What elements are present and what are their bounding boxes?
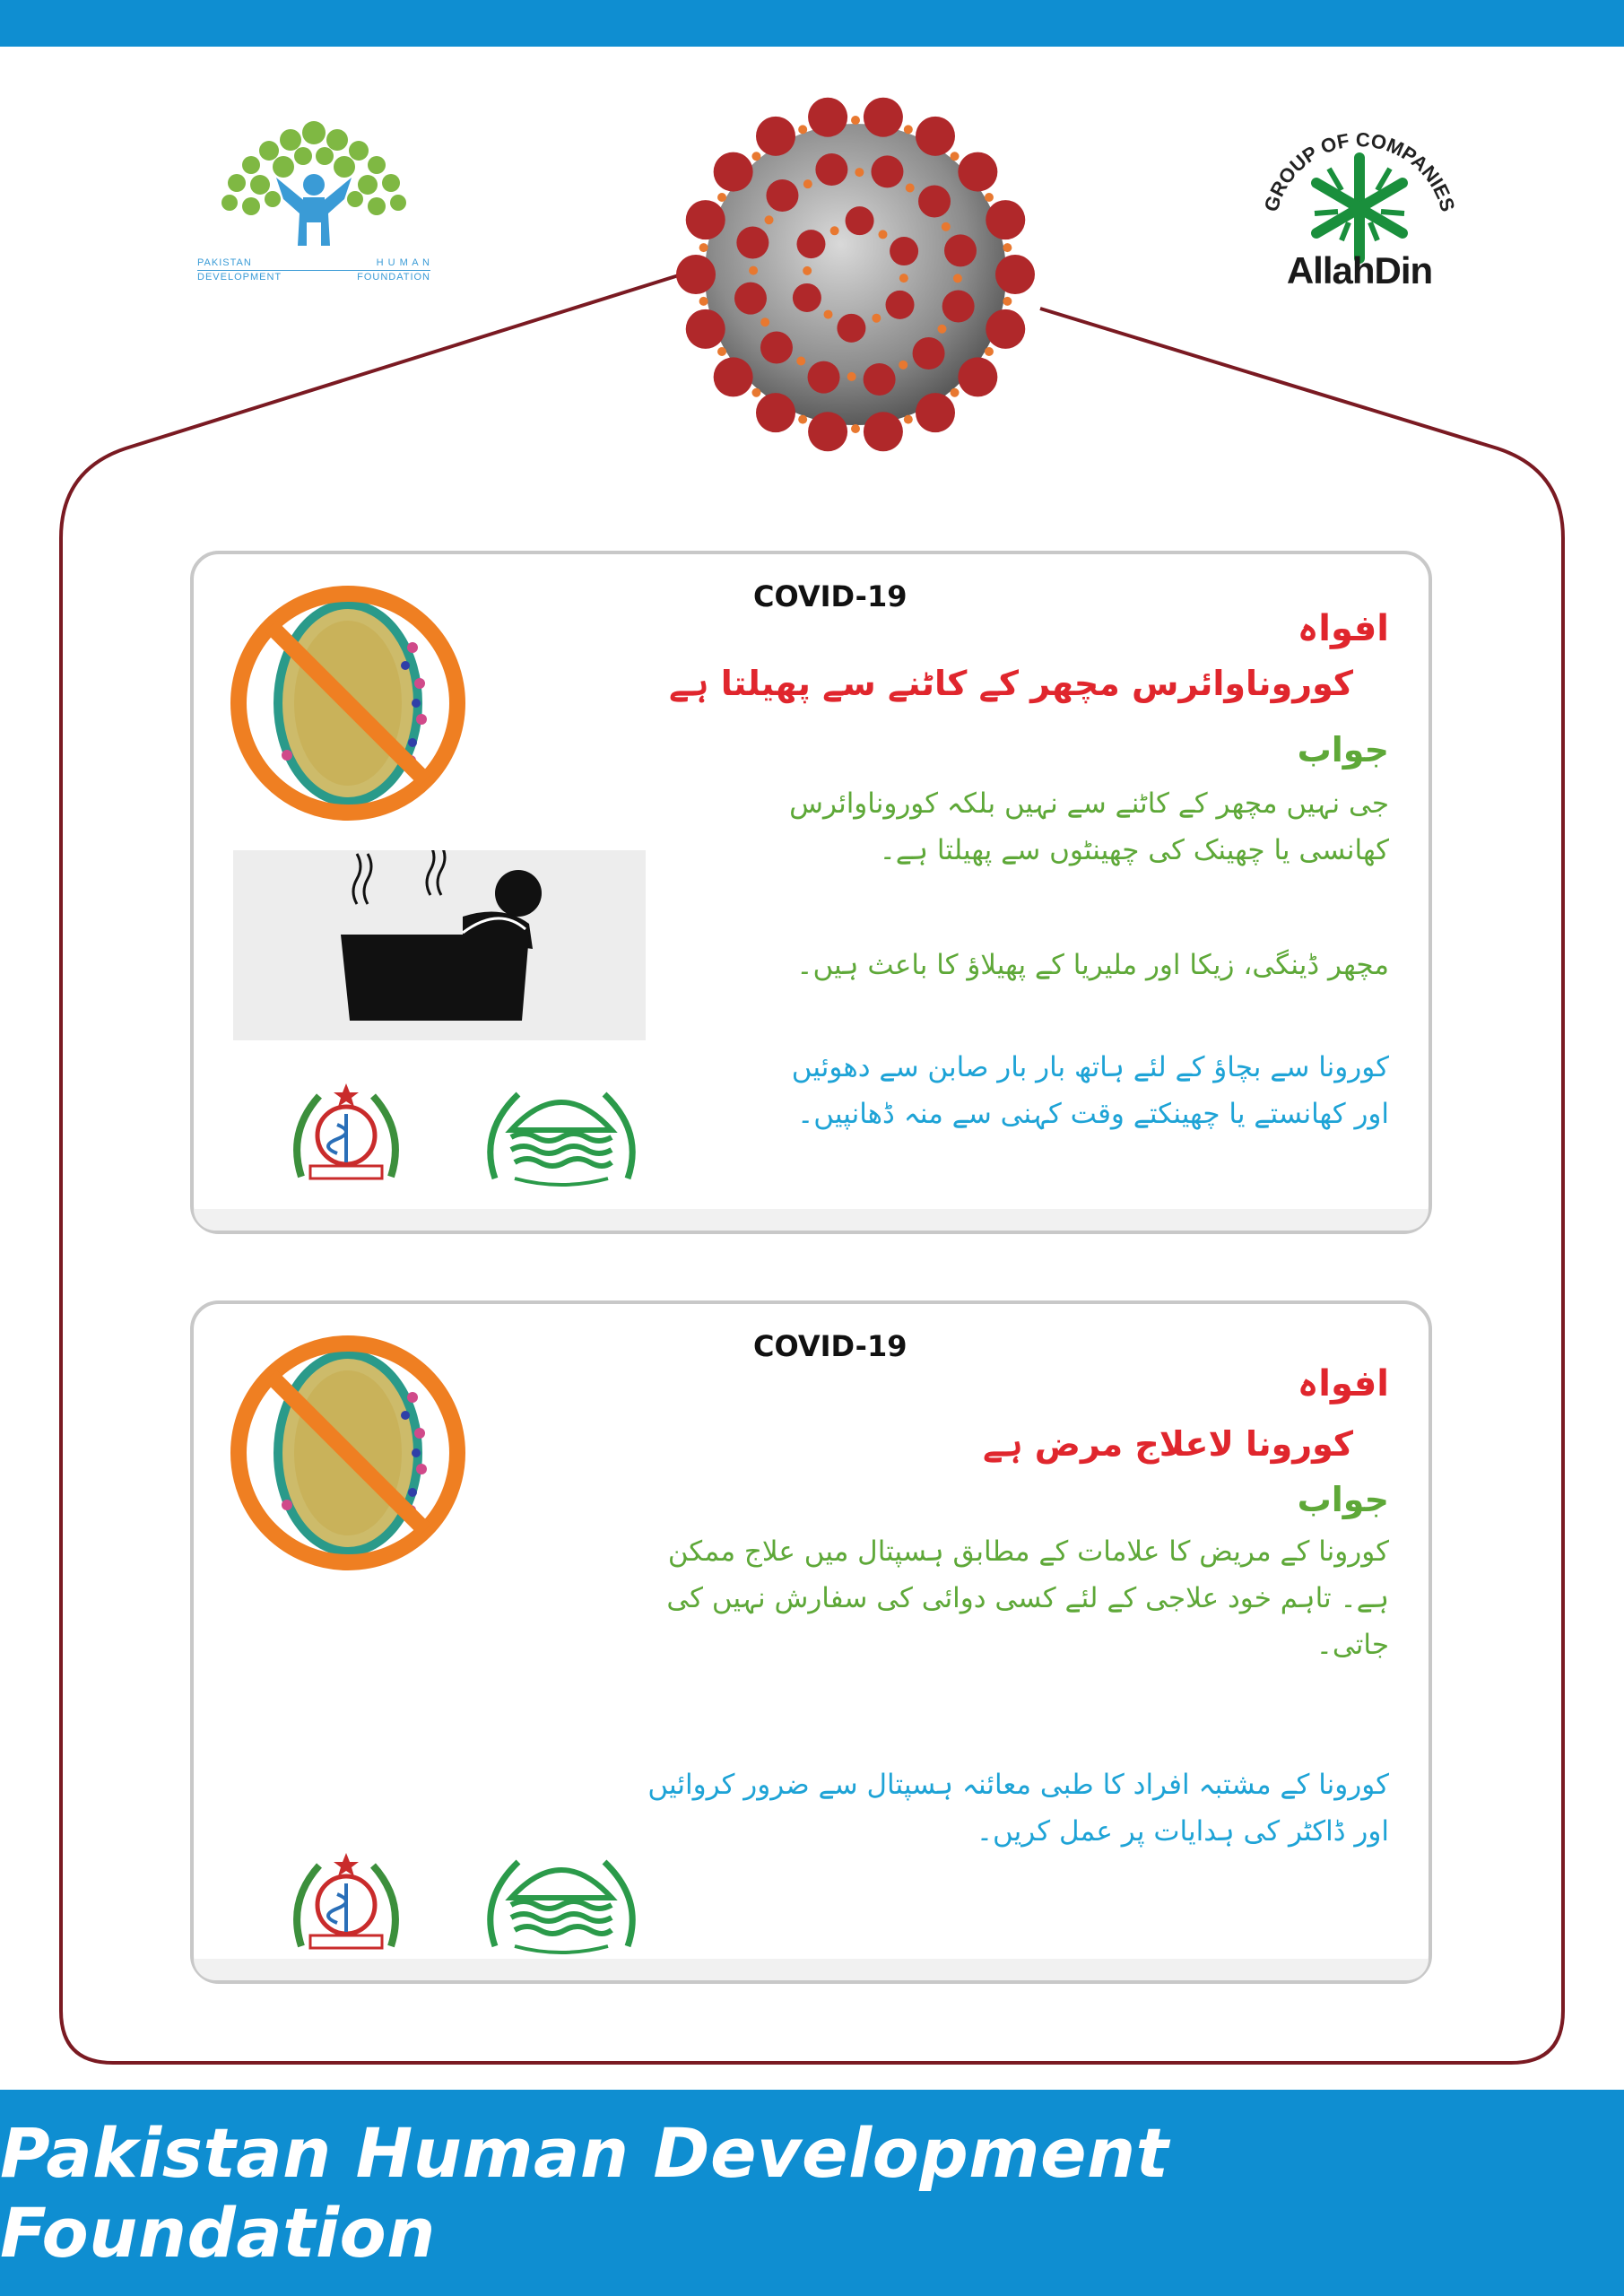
footer-band	[0, 2090, 1624, 2296]
covid-label: COVID-19	[753, 1329, 908, 1363]
myth-card-1	[190, 551, 1432, 1234]
answer-text: جی نہیں مچھر کے کاٹنے سے نہیں بلکہ کوروناوائرس کھانسی یا چھینک کی چھینٹوں سے پھیلتا ہے۔	[789, 787, 1389, 866]
health-department-emblem-icon	[283, 1848, 409, 1959]
coronavirus-image	[662, 81, 1049, 468]
phdf-logo	[197, 113, 430, 292]
answer-title: جواب	[1297, 1480, 1389, 1519]
advice-text: کورونا کے مشتبہ افراد کا طبی معائنہ ہسپتال سے ضرور کروائیں اور ڈاکٹر کی ہدایات پر عمل کریں۔	[647, 1769, 1389, 1848]
bath-illustration	[233, 850, 646, 1040]
allahdin-brand-text: AllahDin	[1286, 249, 1433, 291]
phdf-logo-text: PAKISTAN H U M A N DEVELOPMENT FOUNDATION	[197, 257, 430, 283]
answer-text: کورونا کے مریض کا علامات کے مطابق ہسپتال میں علاج ممکن ہے۔ تاہم خود علاجی کے لئے کسی دوائی کی سفارش نہیں کی جاتی۔	[666, 1535, 1389, 1661]
punjab-government-emblem-icon	[479, 1078, 644, 1195]
card-shade	[194, 1209, 1429, 1231]
no-virus-icon	[221, 1335, 475, 1571]
health-department-emblem-icon	[283, 1078, 409, 1189]
advice-text: کورونا سے بچاؤ کے لئے ہاتھ بار بار صابن سے دھوئیں اور کھانستے یا چھینکتے وقت کہنی سے منہ ڈھانپیں۔	[791, 1051, 1389, 1130]
punjab-government-emblem-icon	[479, 1846, 644, 1962]
no-virus-icon	[221, 585, 475, 822]
bath-icon	[233, 850, 646, 1040]
rumor-title: افواہ	[1297, 608, 1389, 649]
allahdin-logo	[1252, 106, 1467, 303]
answer-extra: مچھر ڈینگی، زیکا اور ملیریا کے پھیلاؤ کا باعث ہیں۔	[796, 949, 1389, 981]
rumor-claim: کورونا لاعلاج مرض ہے	[983, 1424, 1353, 1464]
card-shade	[194, 1959, 1429, 1980]
rumor-claim: کوروناوائرس مچھر کے کاٹنے سے پھیلتا ہے	[668, 664, 1353, 703]
phdf-tree-logo-icon	[197, 113, 430, 248]
covid-label: COVID-19	[753, 579, 908, 613]
svg-text:GROUP OF COMPANIES: GROUP OF COMPANIES	[1259, 128, 1460, 214]
footer-title: Pakistan Human Development Foundation	[0, 2113, 1169, 2273]
myth-card-2	[190, 1300, 1432, 1984]
answer-title: جواب	[1297, 730, 1389, 770]
rumor-title: افواہ	[1297, 1363, 1389, 1405]
